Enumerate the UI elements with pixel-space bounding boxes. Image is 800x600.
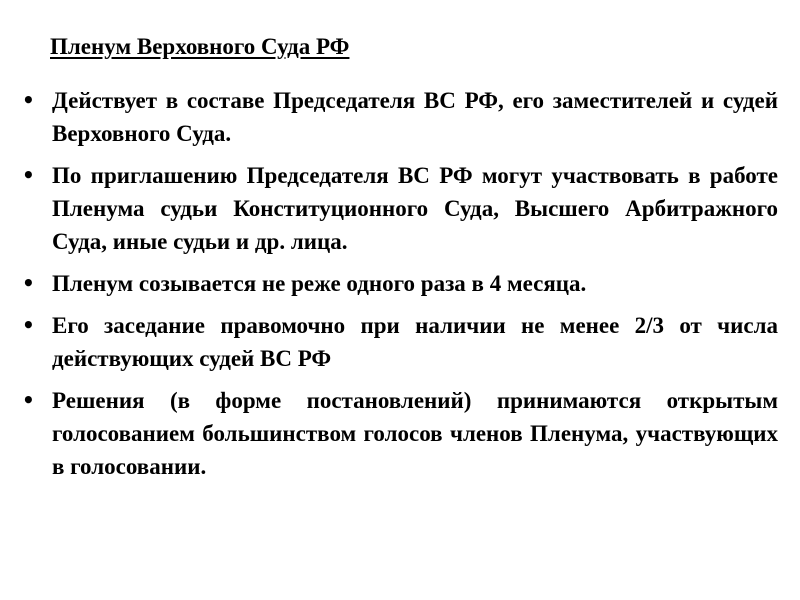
- bullet-list: [22, 84, 778, 492]
- bullet-dot-icon: •: [22, 88, 35, 112]
- bullet-text: Действует в составе Председателя ВС РФ, его заместителей и судей Верховного Суда.: [52, 88, 778, 146]
- bullet-text: Решения (в форме постановлений) принимаются открытым голосованием большинством голосов членов Пленума, участвующих в голосовании.: [52, 388, 778, 479]
- bullet-item: [22, 309, 778, 375]
- bullet-dot-icon: •: [22, 313, 35, 337]
- bullet-text: По приглашению Председателя ВС РФ могут участвовать в работе Пленума судьи Конституционного Суда, Высшего Арбитражного Суда, иные судьи и др. лица.: [52, 163, 778, 254]
- bullet-dot-icon: •: [22, 388, 35, 412]
- bullet-dot-icon: •: [22, 271, 35, 295]
- bullet-item: [22, 384, 778, 483]
- bullet-item: [22, 267, 778, 300]
- bullet-item: [22, 159, 778, 258]
- bullet-text: Его заседание правомочно при наличии не менее 2/3 от числа действующих судей ВС РФ: [52, 313, 778, 371]
- bullet-text: Пленум созывается не реже одного раза в 4 месяца.: [52, 271, 587, 296]
- slide-title: Пленум Верховного Суда РФ: [50, 34, 350, 59]
- bullet-dot-icon: •: [22, 163, 35, 187]
- bullet-item: [22, 84, 778, 150]
